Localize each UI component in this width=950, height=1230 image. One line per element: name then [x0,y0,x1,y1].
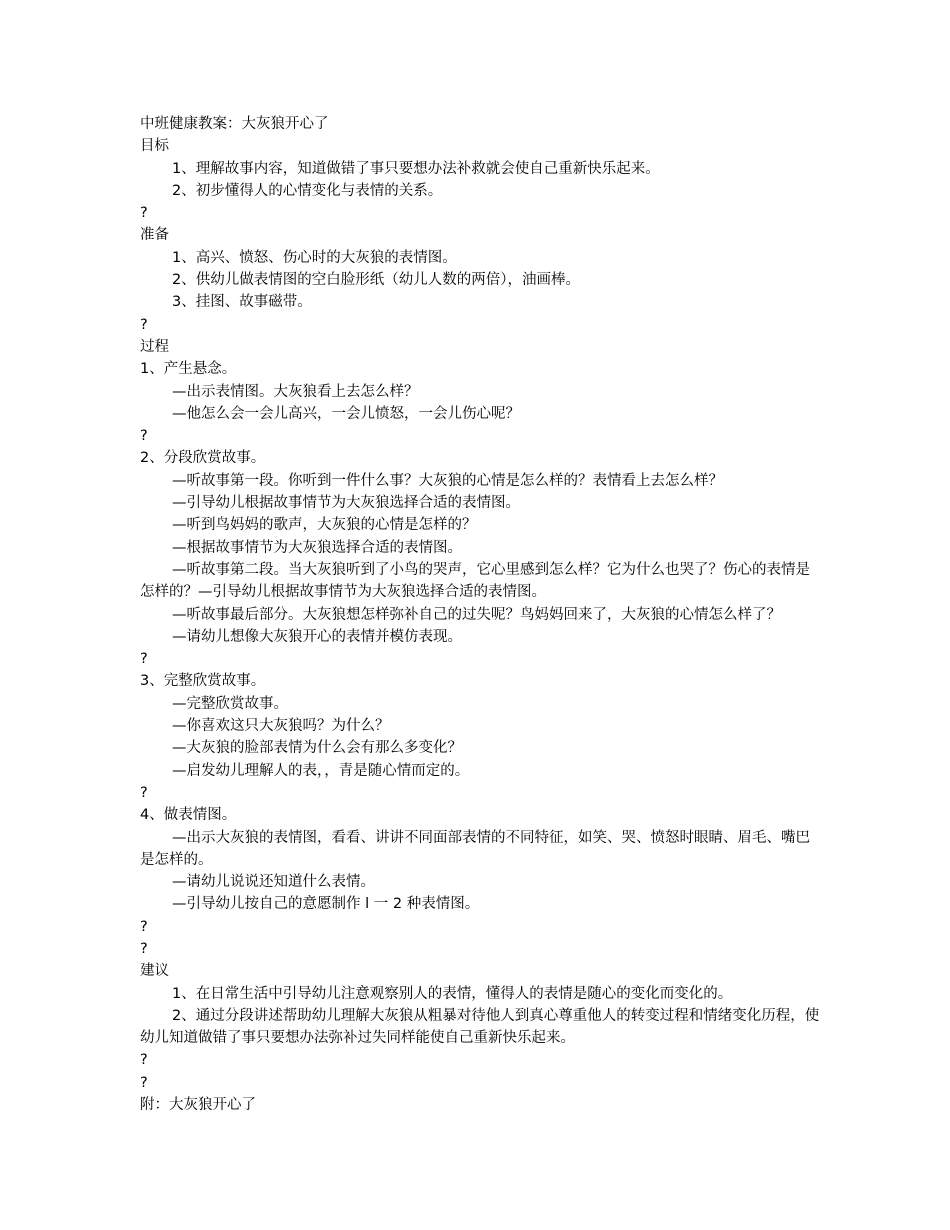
step-item: —他怎么会一会儿高兴，一会儿愤怒，一会儿伤心呢？ [172,405,520,422]
separator-mark: ? [140,205,148,222]
step-item: —你喜欢这只大灰狼吗？为什么？ [172,718,390,735]
section-heading-goal: 目标 [140,138,169,155]
step-item: —听到鸟妈妈的歌声，大灰狼的心情是怎样的？ [172,517,477,534]
prep-item: 3、挂图、故事磁带。 [172,294,312,311]
separator-mark: ? [140,651,148,668]
appendix-title: 附：大灰狼开心了 [140,1097,256,1114]
section-heading-process: 过程 [140,338,169,355]
separator-mark: ? [140,428,148,445]
document-body [140,113,820,1116]
section-heading-prep: 准备 [140,227,169,244]
step-item: —听故事第二段。当大灰狼听到了小鸟的哭声，它心里感到怎么样？它为什么也哭了？伤心的表情是怎样的？—引导幼儿根据故事情节为大灰狼选择合适的表情图。 [140,561,810,601]
step-item: —启发幼儿理解人的表，，青是随心情而定的。 [172,762,470,779]
advice-item: 2、通过分段讲述帮助幼儿理解大灰狼从粗暴对待他人到真心尊重他人的转变过程和情绪变化历程，使幼儿知道做错了事只要想办法弥补过失同样能使自己重新快乐起来。 [140,1007,820,1047]
step-item: —大灰狼的脸部表情为什么会有那么多变化？ [172,740,462,757]
step-item: —引导幼儿按自己的意愿制作 l 一 2 种表情图。 [172,896,480,913]
step-item: —请幼儿想像大灰狼开心的表情并模仿表现。 [172,628,462,645]
step-item: —引导幼儿根据故事情节为大灰狼选择合适的表情图。 [172,495,520,512]
prep-item: 1、高兴、愤怒、伤心时的大灰狼的表情图。 [172,249,457,266]
step-item: —出示表情图。大灰狼看上去怎么样？ [172,383,419,400]
step-title: 2、分段欣赏故事。 [140,450,266,467]
goal-item: 1、理解故事内容，知道做错了事只要想办法补救就会使自己重新快乐起来。 [172,160,660,177]
document-title: 中班健康教案：大灰狼开心了 [140,116,329,132]
separator-mark: ? [140,940,148,957]
section-heading-advice: 建议 [140,963,169,980]
advice-item: 1、在日常生活中引导幼儿注意观察别人的表情，懂得人的表情是随心的变化而变化的。 [172,985,733,1002]
separator-mark: ? [140,1074,148,1091]
separator-mark: ? [140,784,148,801]
step-item: —听故事最后部分。大灰狼想怎样弥补自己的过失呢？鸟妈妈回来了，大灰狼的心情怎么样了？ [172,606,781,623]
step-item: —请幼儿说说还知道什么表情。 [172,874,375,891]
separator-mark: ? [140,316,148,333]
step-item: —根据故事情节为大灰狼选择合适的表情图。 [172,539,462,556]
goal-item: 2、初步懂得人的心情变化与表情的关系。 [172,182,443,199]
separator-mark: ? [140,918,148,935]
prep-item: 2、供幼儿做表情图的空白脸形纸（幼儿人数的两倍），油画棒。 [172,272,580,289]
step-item: —完整欣赏故事。 [172,695,288,712]
step-title: 4、做表情图。 [140,807,237,824]
step-item: —出示大灰狼的表情图，看看、讲讲不同面部表情的不同特征，如笑、哭、愤怒时眼睛、眉毛、嘴巴是怎样的。 [140,829,810,868]
step-title: 1、产生悬念。 [140,361,237,378]
separator-mark: ? [140,1052,148,1069]
step-title: 3、完整欣赏故事。 [140,673,266,690]
step-item: —听故事第一段。你听到一件什么事？大灰狼的心情是怎么样的？表情看上去怎么样？ [172,472,723,489]
